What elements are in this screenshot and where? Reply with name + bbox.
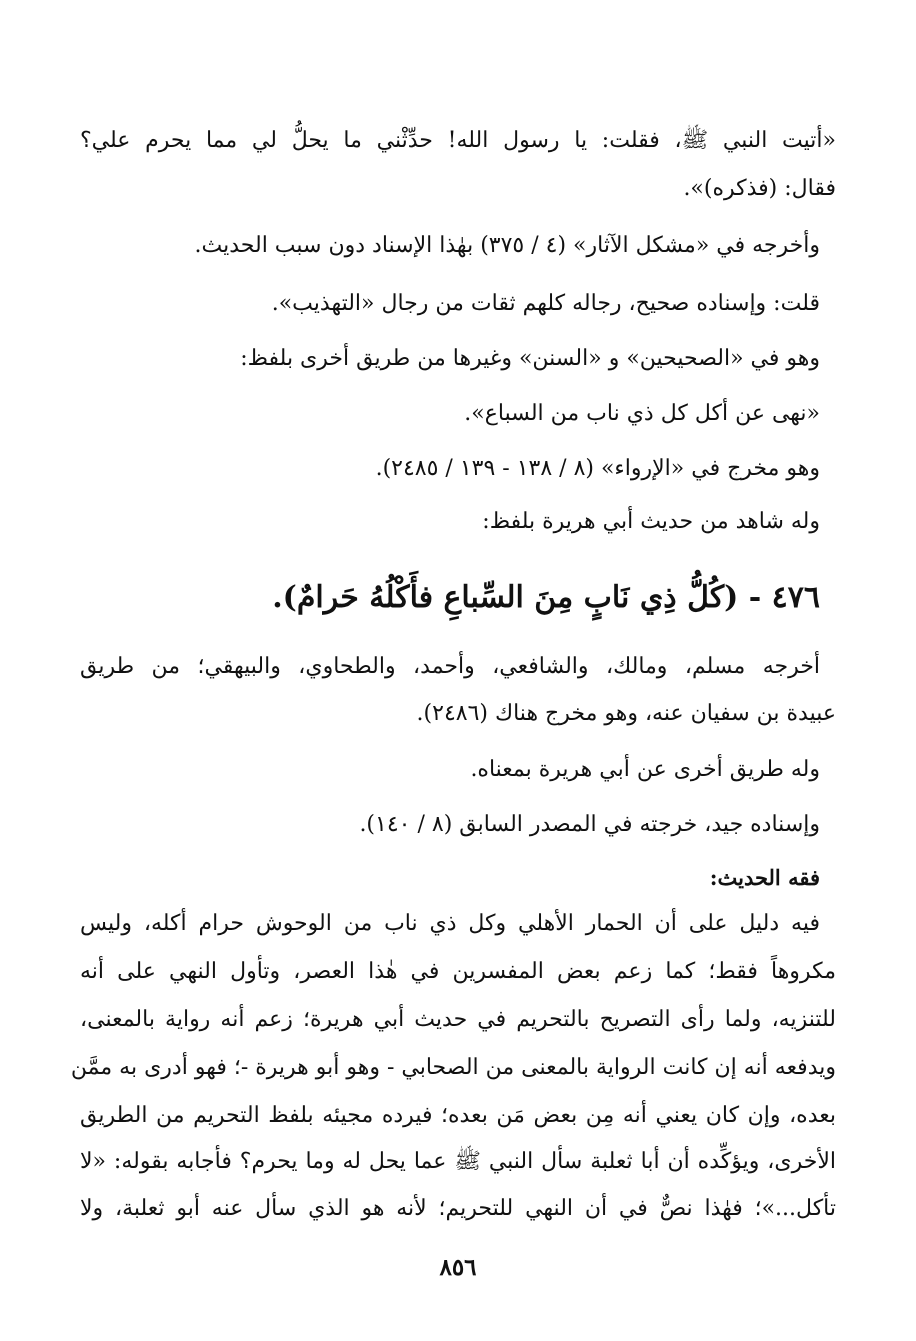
text-line-3: وأخرجه في «مشكل الآثار» (٤ / ٣٧٥) بهٰذا الإسناد دون سبب الحديث. [194, 233, 820, 258]
text-line-16: مكروهاً فقط؛ كما زعم بعض المفسرين في هٰذا العصر، وتأول النهي على أنه [80, 959, 836, 984]
text-line-15: فيه دليل على أن الحمار الأهلي وكل ذي ناب من الوحوش حرام أكله، وليس [80, 911, 820, 936]
hadith-heading: ٤٧٦ - (كُلُّ ذِي نَابٍ مِنَ السِّباعِ فأَكْلُهُ حَرامٌ). [272, 580, 820, 615]
text-line-10: أخرجه مسلم، ومالك، والشافعي، وأحمد، والطحاوي، والبيهقي؛ من طريق [80, 654, 820, 679]
text-line-13: وإسناده جيد، خرجته في المصدر السابق (٨ / ١٤٠). [359, 812, 820, 837]
text-line-11: عبيدة بن سفيان عنه، وهو مخرج هناك (٢٤٨٦). [416, 701, 836, 726]
text-line-12: وله طريق أخرى عن أبي هريرة بمعناه. [470, 757, 820, 782]
text-line-17: للتنزيه، ولما رأى التصريح بالتحريم في حديث أبي هريرة؛ زعم أنه رواية بالمعنى، [80, 1007, 836, 1032]
text-line-4: قلت: وإسناده صحيح، رجاله كلهم ثقات من رجال «التهذيب». [271, 291, 820, 316]
text-line-20: الأخرى، ويؤكِّده أن أبا ثعلبة سأل النبي ﷺ عما يحل له وما يحرم؟ فأجابه بقوله: «لا [80, 1149, 836, 1174]
section-heading: فقه الحديث: [709, 865, 820, 890]
text-line-5: وهو في «الصحيحين» و «السنن» وغيرها من طريق أخرى بلفظ: [240, 346, 820, 371]
text-line-7: وهو مخرج في «الإرواء» (٨ / ١٣٨ - ١٣٩ / ٢٤٨٥). [375, 456, 820, 481]
text-line-6: «نهى عن أكل كل ذي ناب من السباع». [464, 401, 820, 426]
text-line-1: «أتيت النبي ﷺ، فقلت: يا رسول الله! حدِّثْني ما يحلُّ لي مما يحرم علي؟ [80, 128, 836, 153]
text-line-18: ويدفعه أنه إن كانت الرواية بالمعنى من الصحابي - وهو أبو هريرة -؛ فهو أدرى به ممَّن [70, 1055, 836, 1080]
text-line-21: تأكل...»؛ فهٰذا نصٌّ في أن النهي للتحريم؛ لأنه هو الذي سأل عنه أبو ثعلبة، ولا [80, 1196, 836, 1221]
text-line-2: فقال: (فذكره)». [683, 176, 836, 201]
page-number: ٨٥٦ [439, 1254, 477, 1281]
text-line-19: بعده، وإن كان يعني أنه مِن بعض مَن بعده؛ فيرده مجيئه بلفظ التحريم من الطريق [80, 1103, 836, 1128]
text-line-8: وله شاهد من حديث أبي هريرة بلفظ: [482, 509, 820, 534]
